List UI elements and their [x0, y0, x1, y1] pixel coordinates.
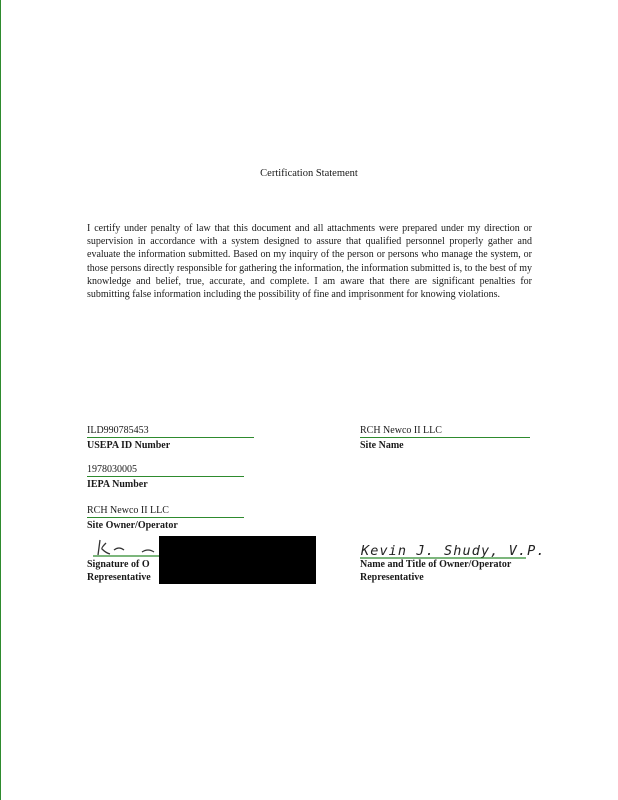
scan-edge-line	[0, 0, 1, 800]
iepa-field	[87, 464, 244, 491]
handwritten-name-title	[358, 536, 578, 560]
site-name-label: Site Name	[360, 440, 404, 451]
signature-label-line2: Representative	[87, 572, 151, 583]
iepa-value: 1978030005	[87, 464, 244, 477]
usepa-id-label: USEPA ID Number	[87, 440, 171, 451]
usepa-id-value: ILD990785453	[87, 425, 254, 438]
page-title: Certification Statement	[260, 168, 358, 179]
site-name-value: RCH Newco II LLC	[360, 425, 530, 438]
redaction-box	[159, 536, 316, 584]
signature-label-line1: Signature of O	[87, 559, 150, 570]
usepa-id-field	[87, 425, 254, 452]
owner-field	[87, 505, 244, 532]
iepa-label: IEPA Number	[87, 479, 148, 490]
name-title-label-line2: Representative	[360, 572, 424, 583]
name-title-label-line1: Name and Title of Owner/Operator	[360, 559, 512, 570]
handwritten-name-text: Kevin J. Shudy, V.P.	[361, 543, 546, 559]
signature-scribble	[92, 536, 162, 558]
site-name-field	[360, 425, 530, 452]
owner-value: RCH Newco II LLC	[87, 505, 244, 518]
owner-label: Site Owner/Operator	[87, 520, 178, 531]
certification-paragraph: I certify under penalty of law that this document and all attachments were prepared under my direction or supervision in accordance with a system designed to assure that qualified personnel properly gather and evaluate the information submitted. Based on my inquiry of the person or persons who manage the system, or those persons directly responsible for gathering the information, the information submitted is, to the best of my knowledge and belief, true, accurate, and complete. I am aware that there are significant penalties for submitting false information including the possibility of fine and imprisonment for knowing violations.	[87, 223, 532, 301]
